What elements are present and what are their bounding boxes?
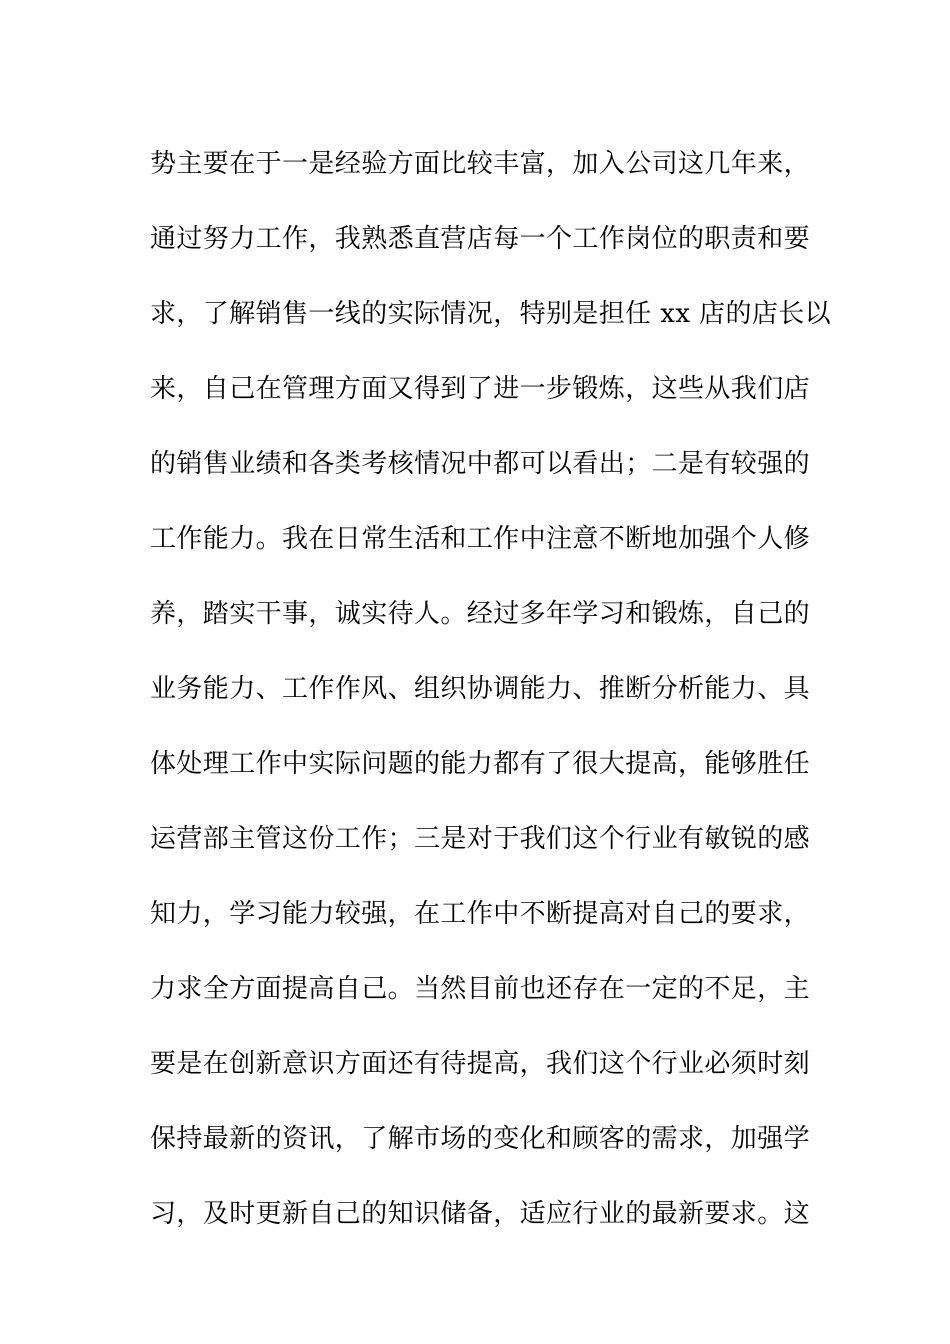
text-line: 工作能力。我在日常生活和工作中注意不断地加强个人修 [150, 524, 811, 554]
text-line: 保持最新的资讯，了解市场的变化和顾客的需求，加强学 [150, 1124, 811, 1154]
text-line: 知力，学习能力较强，在工作中不断提高对自己的要求， [150, 899, 811, 929]
text-line: 体处理工作中实际问题的能力都有了很大提高，能够胜任 [150, 749, 811, 779]
text-line: 运营部主管这份工作；三是对于我们这个行业有敏锐的感 [150, 824, 811, 854]
text-line: 习，及时更新自己的知识储备，适应行业的最新要求。这 [150, 1199, 811, 1229]
text-line: 的销售业绩和各类考核情况中都可以看出；二是有较强的 [150, 449, 811, 479]
text-line: 业务能力、工作作风、组织协调能力、推断分析能力、具 [150, 674, 811, 704]
text-line: 养，踏实干事，诚实待人。经过多年学习和锻炼，自己的 [150, 599, 811, 629]
body-text [150, 149, 832, 1276]
text-line: 要是在创新意识方面还有待提高，我们这个行业必须时刻 [150, 1049, 811, 1079]
text-line: 力求全方面提高自己。当然目前也还存在一定的不足，主 [150, 974, 811, 1004]
text-line: 势主要在于一是经验方面比较丰富，加入公司这几年来， [150, 149, 811, 179]
text-line: 通过努力工作，我熟悉直营店每一个工作岗位的职责和要 [150, 224, 811, 254]
text-line: 求，了解销售一线的实际情况，特别是担任 xx 店的店长以 [150, 299, 832, 329]
text-line: 来，自己在管理方面又得到了进一步锻炼，这些从我们店 [150, 374, 811, 404]
